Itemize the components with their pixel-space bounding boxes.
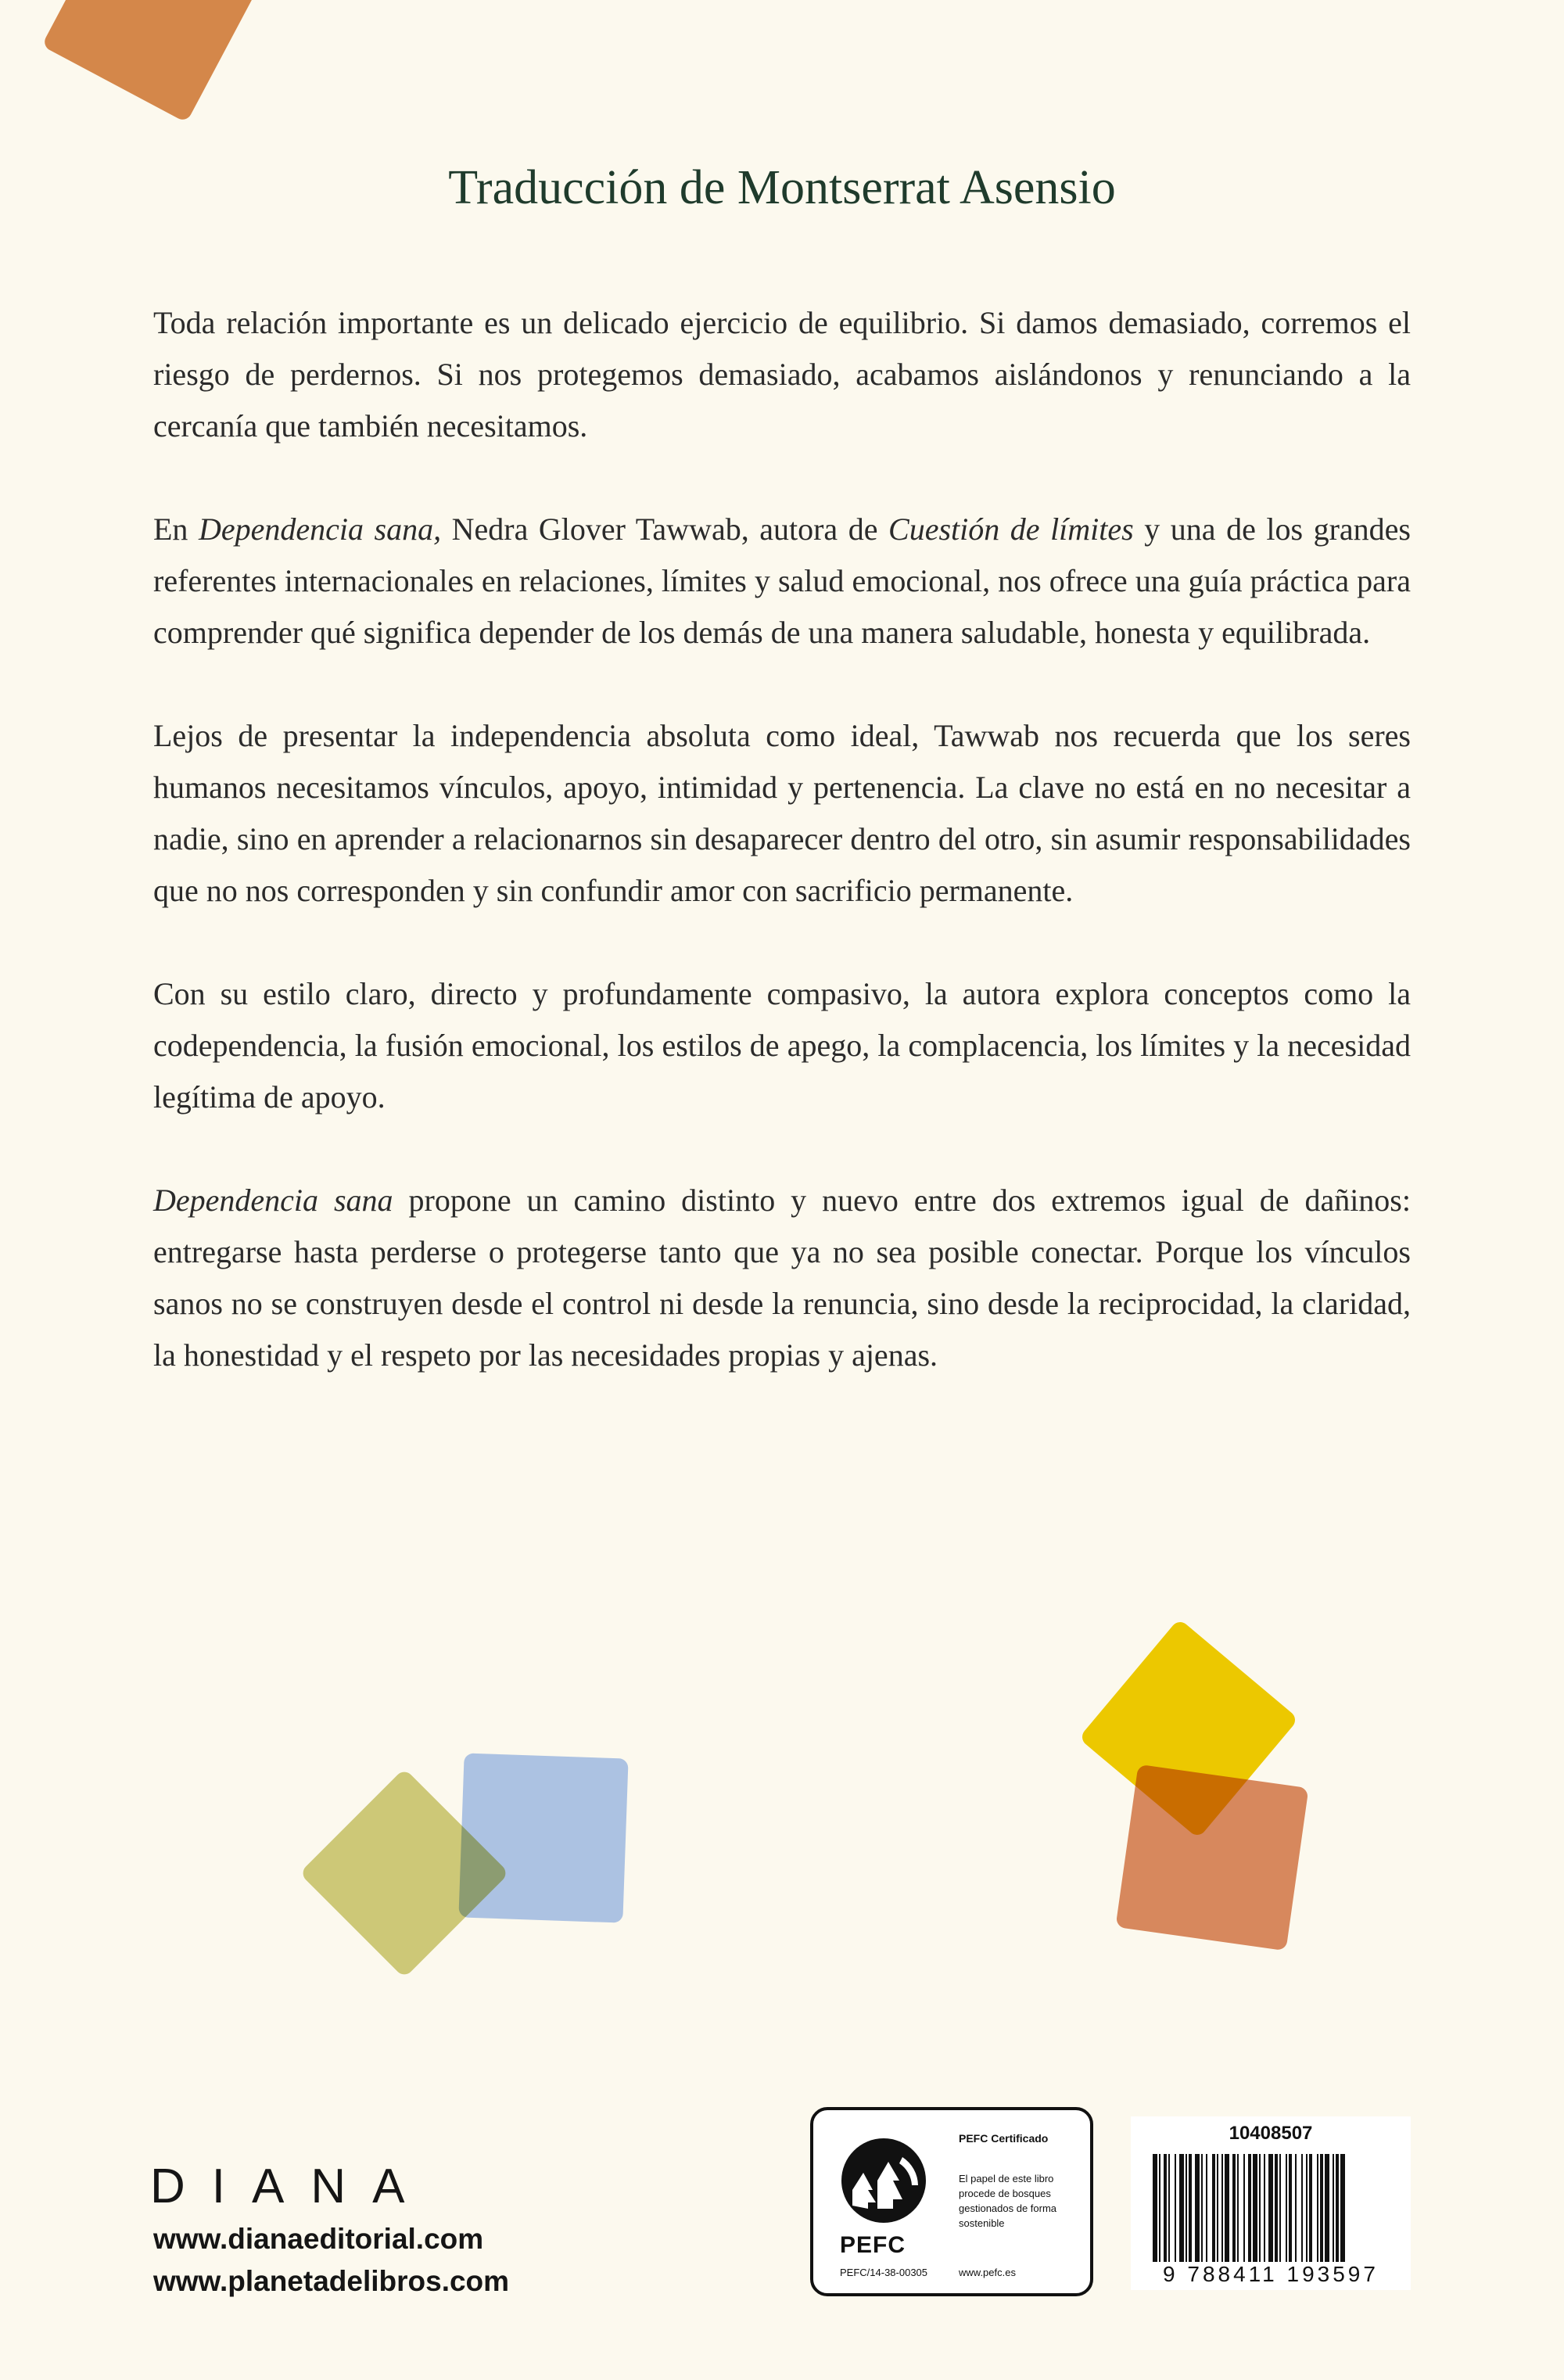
barcode-bar xyxy=(1186,2154,1187,2262)
barcode xyxy=(1153,2154,1389,2262)
barcode-bar xyxy=(1153,2154,1157,2262)
book-title-italic: Dependencia sana xyxy=(153,1183,393,1218)
barcode-bar xyxy=(1279,2154,1281,2262)
back-cover-blurb xyxy=(153,297,1411,1433)
barcode-bar xyxy=(1189,2154,1192,2262)
barcode-bar xyxy=(1295,2154,1297,2262)
barcode-bar xyxy=(1320,2154,1323,2262)
internal-code: 10408507 xyxy=(1229,2123,1313,2144)
barcode-bar xyxy=(1237,2154,1239,2262)
barcode-bar xyxy=(1232,2154,1236,2262)
barcode-bar xyxy=(1253,2154,1257,2262)
barcode-bar xyxy=(1306,2154,1308,2262)
barcode-bar xyxy=(1275,2154,1278,2262)
barcode-bar xyxy=(1289,2154,1292,2262)
barcode-bar xyxy=(1225,2154,1229,2262)
blurb-text: Toda relación importante es un delicado ejercicio de equilibrio. Si damos demasiado, corremos el riesgo de perdernos. Si nos protegemos demasiado, acabamos aislándonos y renunciando a la cercanía que también necesitamos. xyxy=(153,305,1411,443)
barcode-bar xyxy=(1221,2154,1223,2262)
barcode-bar xyxy=(1179,2154,1184,2262)
pefc-text: El papel de este libro procede de bosques gestionados de forma sostenible xyxy=(959,2173,1057,2229)
barcode-bar xyxy=(1195,2154,1200,2262)
pefc-wordmark: PEFC xyxy=(840,2232,906,2258)
barcode-bar xyxy=(1325,2154,1329,2262)
barcode-bar xyxy=(1309,2154,1312,2262)
barcode-bar xyxy=(1175,2154,1176,2262)
barcode-bar xyxy=(1159,2154,1160,2262)
blurb-text: Nedra Glover Tawwab, autora de xyxy=(441,512,889,547)
barcode-bar xyxy=(1301,2154,1303,2262)
diana-url: www.dianaeditorial.com xyxy=(153,2223,484,2255)
barcode-bar xyxy=(1164,2154,1167,2262)
planeta-url: www.planetadelibros.com xyxy=(153,2265,510,2297)
barcode-bar xyxy=(1206,2154,1207,2262)
pefc-title: PEFC Certificado xyxy=(959,2132,1049,2145)
pefc-certification-box xyxy=(810,2107,1093,2296)
barcode-bar xyxy=(1268,2154,1273,2262)
barcode-bar xyxy=(1340,2154,1345,2262)
barcode-bar xyxy=(1336,2154,1339,2262)
barcode-bar xyxy=(1243,2154,1245,2262)
blurb-paragraph xyxy=(153,968,1411,1123)
pefc-url: www.pefc.es xyxy=(959,2267,1016,2278)
blurb-text: Lejos de presentar la independencia absoluta como ideal, Tawwab nos recuerda que los seres humanos necesitamos vínculos, apoyo, intimidad y pertenencia. La clave no está en no necesitar a nadie, sino en aprender a relacionarnos sin desaparecer dentro del otro, sin asumir responsabilidades que no nos corresponden y sin confundir amor con sacrificio permanente. xyxy=(153,718,1411,908)
barcode-bar xyxy=(1317,2154,1318,2262)
pefc-tree-icon xyxy=(837,2134,931,2227)
pefc-code: PEFC/14-38-00305 xyxy=(840,2267,928,2278)
blurb-text: Con su estilo claro, directo y profundamente compasivo, la autora explora conceptos como la codependencia, la fusión emocional, los estilos de apego, la complacencia, los límites y la necesidad legítima de apoyo. xyxy=(153,976,1411,1115)
blurb-text: En xyxy=(153,512,199,547)
blurb-text: y una de los grandes referentes internacionales en relaciones, límites y salud emocional, nos ofrece una guía práctica para comprender qué significa depender de los demás de una manera saludable, honesta y equilibrada. xyxy=(153,512,1411,650)
barcode-bar xyxy=(1286,2154,1287,2262)
barcode-bar xyxy=(1217,2154,1218,2262)
barcode-box xyxy=(1131,2116,1411,2290)
barcode-bar xyxy=(1264,2154,1265,2262)
book-title-italic: Cuestión de límites xyxy=(888,512,1134,547)
blurb-text: propone un camino distinto y nuevo entre dos extremos igual de dañinos: entregarse hasta perderse o protegerse tanto que ya no sea posible conectar. Porque los vínculos sanos no se construyen desde el control ni desde la renuncia, sino desde la reciprocidad, la claridad, la honestidad y el respeto por las necesidades propias y ajenas. xyxy=(153,1183,1411,1373)
blurb-paragraph xyxy=(153,504,1411,659)
terracotta-square-decoration xyxy=(1115,1764,1308,1951)
blurb-paragraph xyxy=(153,1175,1411,1381)
book-title-italic: Dependencia sana, xyxy=(198,512,442,547)
barcode-bar xyxy=(1248,2154,1251,2262)
orange-square-decoration xyxy=(41,0,264,123)
barcode-bar xyxy=(1212,2154,1215,2262)
barcode-bar xyxy=(1168,2154,1170,2262)
translator-credit: Traducción de Montserrat Asensio xyxy=(448,161,1116,214)
blurb-paragraph xyxy=(153,297,1411,452)
barcode-bar xyxy=(1201,2154,1203,2262)
blurb-paragraph xyxy=(153,710,1411,917)
isbn-number: 9 788411 193597 xyxy=(1163,2262,1379,2286)
barcode-bar xyxy=(1259,2154,1261,2262)
barcode-bar xyxy=(1333,2154,1334,2262)
diana-logo: DIANA xyxy=(150,2159,432,2213)
